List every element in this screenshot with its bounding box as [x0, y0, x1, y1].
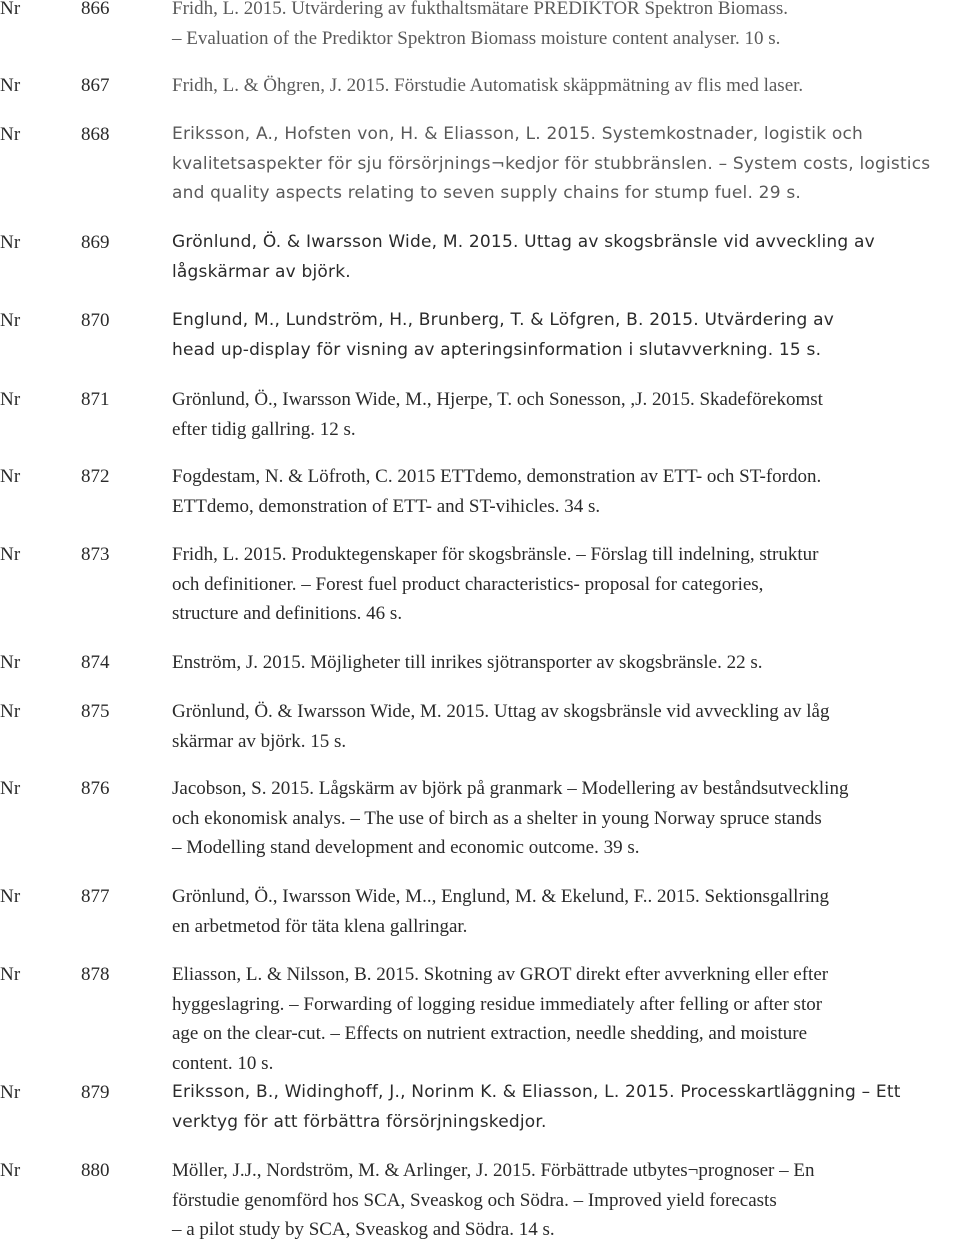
citation-line: – a pilot study by SCA, Sveaskog and Södra. 14 s. — [172, 1219, 555, 1240]
entry-prefix: Nr — [0, 964, 21, 985]
citation-line: Grönlund, Ö., Iwarsson Wide, M.., Englund, M. & Ekelund, F.. 2015. Sektionsgallring — [172, 886, 830, 907]
citation-line: head up-display för visning av apteringsinformation i slutavverkning. 15 s. — [172, 339, 822, 360]
entry-citation — [172, 882, 960, 941]
entry-prefix: Nr — [0, 0, 21, 19]
entry-prefix: Nr — [0, 544, 21, 565]
citation-line: och ekonomisk analys. – The use of birch as a shelter in young Norway spruce stands — [172, 807, 822, 829]
citation-line: structure and definitions. 46 s. — [172, 603, 403, 624]
entry-prefix: Nr — [0, 1160, 21, 1181]
entry-citation — [172, 228, 960, 287]
entry-number: 874 — [81, 652, 110, 673]
entry-number: 868 — [81, 124, 110, 145]
entry-number: 870 — [81, 310, 110, 331]
entry-number: 873 — [81, 544, 110, 565]
citation-line: Grönlund, Ö. & Iwarsson Wide, M. 2015. Uttag av skogsbränsle vid avveckling av låg — [172, 701, 830, 722]
citation-line: skärmar av björk. 15 s. — [172, 730, 347, 752]
entry-prefix: Nr — [0, 389, 21, 410]
citation-line: lågskärmar av björk. — [172, 261, 351, 282]
citation-line: ETTdemo, demonstration of ETT- and ST-vihicles. 34 s. — [172, 495, 601, 517]
entry-prefix: Nr — [0, 701, 21, 722]
entry-number: 878 — [81, 964, 110, 985]
entry-prefix: Nr — [0, 232, 21, 253]
citation-line: Fridh, L. & Öhgren, J. 2015. Förstudie Automatisk skäppmätning av flis med laser. — [172, 75, 804, 96]
entry-citation — [172, 306, 960, 365]
entry-number: 879 — [81, 1082, 110, 1103]
citation-line: Englund, M., Lundström, H., Brunberg, T. & Löfgren, B. 2015. Utvärdering av — [172, 310, 834, 330]
citation-line: Fridh, L. 2015. Utvärdering av fukthaltsmätare PREDIKTOR Spektron Biomass. — [172, 0, 789, 19]
citation-line: and quality aspects relating to seven supply chains for stump fuel. 29 s. — [172, 183, 801, 203]
citation-line: – Modelling stand development and economic outcome. 39 s. — [172, 837, 640, 858]
entry-prefix: Nr — [0, 75, 21, 96]
entry-prefix: Nr — [0, 652, 21, 673]
entry-number: 867 — [81, 75, 110, 96]
citation-line: Jacobson, S. 2015. Lågskärm av björk på granmark – Modellering av beståndsutveckling — [172, 778, 849, 799]
entry-citation — [172, 1156, 960, 1245]
citation-line: förstudie genomförd hos SCA, Sveaskog och Södra. – Improved yield forecasts — [172, 1189, 777, 1211]
entry-citation — [172, 462, 960, 521]
citation-line: Grönlund, Ö., Iwarsson Wide, M., Hjerpe, T. och Sonesson, ,J. 2015. Skadeförekomst — [172, 389, 823, 410]
entry-prefix: Nr — [0, 310, 21, 331]
citation-line: Enström, J. 2015. Möjligheter till inrikes sjötransporter av skogsbränsle. 22 s. — [172, 652, 763, 673]
entry-prefix: Nr — [0, 1082, 21, 1103]
citation-line: Eriksson, B., Widinghoff, J., Norinm K. & Eliasson, L. 2015. Processkartläggning – Ett — [172, 1082, 901, 1102]
citation-line: kvalitetsaspekter för sju försörjnings¬kedjor för stubbränslen. – System costs, logistics — [172, 153, 931, 174]
entry-number: 872 — [81, 466, 110, 487]
citation-line: och definitioner. – Forest fuel product characteristics- proposal for categories, — [172, 573, 764, 595]
entry-number: 875 — [81, 701, 110, 722]
entry-number: 877 — [81, 886, 110, 907]
entry-prefix: Nr — [0, 466, 21, 487]
entry-citation — [172, 120, 960, 209]
entry-prefix: Nr — [0, 778, 21, 799]
entry-number: 876 — [81, 778, 110, 799]
entry-prefix: Nr — [0, 886, 21, 907]
entry-number: 880 — [81, 1160, 110, 1181]
entry-prefix: Nr — [0, 124, 21, 145]
citation-line: Fridh, L. 2015. Produktegenskaper för skogsbränsle. – Förslag till indelning, struktur — [172, 544, 819, 565]
entry-citation — [172, 0, 960, 53]
entry-number: 869 — [81, 232, 110, 253]
citation-line: – Evaluation of the Prediktor Spektron Biomass moisture content analyser. 10 s. — [172, 27, 781, 49]
entry-citation — [172, 385, 960, 444]
entry-number: 871 — [81, 389, 110, 410]
citation-line: Eriksson, A., Hofsten von, H. & Eliasson, L. 2015. Systemkostnader, logistik och — [172, 124, 863, 144]
citation-line: age on the clear-cut. – Effects on nutrient extraction, needle shedding, and moisture — [172, 1023, 808, 1044]
entry-number: 866 — [81, 0, 110, 19]
entry-citation — [172, 71, 960, 101]
entry-citation — [172, 540, 960, 629]
citation-line: Fogdestam, N. & Löfroth, C. 2015 ETTdemo, demonstration av ETT- och ST-fordon. — [172, 466, 822, 487]
entry-citation — [172, 1078, 960, 1137]
citation-line: verktyg för att förbättra försörjningskedjor. — [172, 1111, 547, 1132]
citation-line: en arbetmetod för täta klena gallringar. — [172, 915, 468, 937]
entry-citation — [172, 774, 960, 863]
entry-citation — [172, 697, 960, 756]
citation-line: Grönlund, Ö. & Iwarsson Wide, M. 2015. Uttag av skogsbränsle vid avveckling av — [172, 232, 875, 252]
citation-line: Eliasson, L. & Nilsson, B. 2015. Skotning av GROT direkt efter avverkning eller efter — [172, 964, 829, 985]
citation-line: hyggeslagring. – Forwarding of logging residue immediately after felling or after stor — [172, 993, 823, 1015]
entry-citation — [172, 648, 960, 678]
citation-line: content. 10 s. — [172, 1052, 274, 1074]
citation-line: efter tidig gallring. 12 s. — [172, 418, 356, 440]
citation-line: Möller, J.J., Nordström, M. & Arlinger, J. 2015. Förbättrade utbytes¬prognoser – En — [172, 1160, 815, 1181]
entry-citation — [172, 960, 960, 1078]
